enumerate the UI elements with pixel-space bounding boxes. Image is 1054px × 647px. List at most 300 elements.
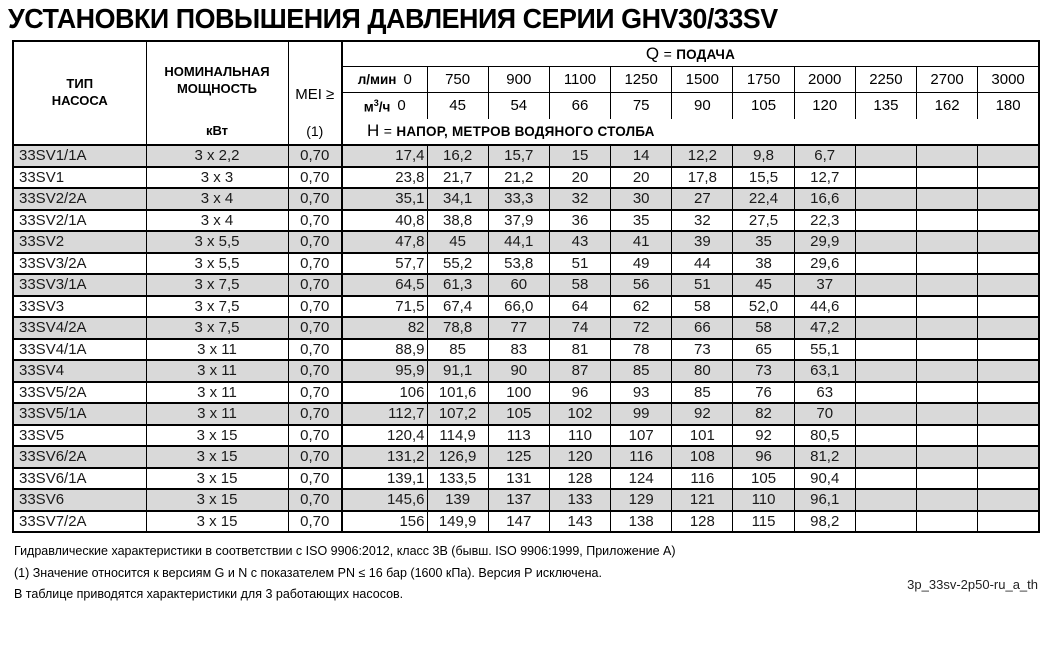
head-value-cell: [855, 339, 916, 361]
mei-cell: 0,70: [288, 339, 342, 361]
head-value-cell: 120,4: [342, 425, 427, 447]
document-code: 3p_33sv-2p50-ru_a_th: [907, 577, 1038, 592]
mei-cell: 0,70: [288, 489, 342, 511]
head-value-cell: 21,7: [427, 167, 488, 189]
power-cell: 3 x 5,5: [146, 253, 288, 275]
head-value-cell: 20: [549, 167, 610, 189]
q-equals: =: [663, 45, 672, 62]
mei-cell: 0,70: [288, 167, 342, 189]
head-value-cell: 37,9: [488, 210, 549, 232]
head-value-cell: 131,2: [342, 446, 427, 468]
mei-cell: 0,70: [288, 231, 342, 253]
table-row: [13, 274, 1039, 296]
head-value-cell: 92: [672, 403, 733, 425]
head-value-cell: 30: [611, 188, 672, 210]
head-value-cell: [855, 317, 916, 339]
mei-footnote-ref: (1): [306, 123, 324, 139]
head-value-cell: 70: [794, 403, 855, 425]
mei-cell: 0,70: [288, 274, 342, 296]
head-value-cell: 62: [611, 296, 672, 318]
head-value-cell: 15,5: [733, 167, 794, 189]
mei-label: MEI ≥: [295, 86, 335, 103]
head-value-cell: 133: [549, 489, 610, 511]
head-value-cell: 88,9: [342, 339, 427, 361]
head-value-cell: [917, 511, 978, 533]
head-value-cell: 71,5: [342, 296, 427, 318]
head-value-cell: 47,2: [794, 317, 855, 339]
head-value-cell: 20: [611, 167, 672, 189]
mei-cell: 0,70: [288, 317, 342, 339]
head-value-cell: [855, 296, 916, 318]
head-value-cell: 34,1: [427, 188, 488, 210]
head-value-cell: 56: [611, 274, 672, 296]
flow-m3h-value: 135: [855, 92, 916, 118]
table-row: [13, 167, 1039, 189]
power-column-header: [146, 41, 288, 145]
power-cell: 3 x 15: [146, 489, 288, 511]
head-value-cell: 83: [488, 339, 549, 361]
head-value-cell: [855, 360, 916, 382]
h-label: НАПОР, МЕТРОВ ВОДЯНОГО СТОЛБА: [396, 124, 655, 140]
head-value-cell: [917, 253, 978, 275]
head-value-cell: [978, 210, 1039, 232]
pump-performance-table: [12, 40, 1040, 533]
head-value-cell: [978, 317, 1039, 339]
head-value-cell: 105: [488, 403, 549, 425]
power-cell: 3 x 4: [146, 188, 288, 210]
head-value-cell: 139: [427, 489, 488, 511]
flow-lmin-value: 2700: [917, 66, 978, 92]
head-value-cell: 138: [611, 511, 672, 533]
head-value-cell: 12,7: [794, 167, 855, 189]
table-row: [13, 296, 1039, 318]
head-value-cell: 73: [733, 360, 794, 382]
head-value-cell: 23,8: [342, 167, 427, 189]
head-value-cell: [855, 253, 916, 275]
table-row: [13, 382, 1039, 404]
head-value-cell: 128: [672, 511, 733, 533]
head-value-cell: [855, 468, 916, 490]
pump-type-cell: 33SV4: [13, 360, 146, 382]
head-value-cell: 137: [488, 489, 549, 511]
pump-type-cell: 33SV7/2A: [13, 511, 146, 533]
head-value-cell: [978, 489, 1039, 511]
head-value-cell: [855, 210, 916, 232]
power-cell: 3 x 5,5: [146, 231, 288, 253]
head-value-cell: 99: [611, 403, 672, 425]
table-body: [13, 145, 1039, 532]
head-value-cell: 44,6: [794, 296, 855, 318]
power-unit-label: кВт: [205, 123, 229, 138]
head-value-cell: [978, 339, 1039, 361]
head-value-cell: [978, 382, 1039, 404]
table-row: [13, 231, 1039, 253]
pump-type-cell: 33SV2/2A: [13, 188, 146, 210]
head-value-cell: [855, 425, 916, 447]
head-value-cell: [978, 360, 1039, 382]
head-value-cell: 82: [342, 317, 427, 339]
flow-lmin-value: 2000: [794, 66, 855, 92]
lmin-unit-label: л/мин: [357, 71, 397, 87]
head-value-cell: 101: [672, 425, 733, 447]
head-value-cell: 105: [733, 468, 794, 490]
head-value-cell: 76: [733, 382, 794, 404]
mei-column-header: [288, 41, 342, 145]
head-value-cell: 64: [549, 296, 610, 318]
table-header: [13, 41, 1039, 145]
head-value-cell: 58: [549, 274, 610, 296]
head-value-cell: 114,9: [427, 425, 488, 447]
head-value-cell: [917, 188, 978, 210]
head-value-cell: [978, 446, 1039, 468]
head-value-cell: 64,5: [342, 274, 427, 296]
head-value-cell: 147: [488, 511, 549, 533]
table-row: [13, 317, 1039, 339]
mei-cell: 0,70: [288, 382, 342, 404]
pump-type-header-text: [14, 76, 146, 110]
table-row: [13, 403, 1039, 425]
flow-lmin-value: 1250: [611, 66, 672, 92]
head-value-cell: 121: [672, 489, 733, 511]
q-label: ПОДАЧА: [676, 46, 736, 62]
head-value-cell: [917, 468, 978, 490]
head-value-cell: [978, 167, 1039, 189]
head-value-cell: 156: [342, 511, 427, 533]
table-row: [13, 489, 1039, 511]
head-value-cell: 108: [672, 446, 733, 468]
head-value-cell: 45: [733, 274, 794, 296]
head-value-cell: [917, 425, 978, 447]
head-value-cell: 32: [672, 210, 733, 232]
head-value-cell: 106: [342, 382, 427, 404]
head-value-cell: [978, 145, 1039, 167]
head-value-cell: 52,0: [733, 296, 794, 318]
head-value-cell: 90: [488, 360, 549, 382]
power-line2: МОЩНОСТЬ: [176, 80, 258, 96]
head-value-cell: 27,5: [733, 210, 794, 232]
flow-lmin-value: 1100: [549, 66, 610, 92]
head-value-cell: 143: [549, 511, 610, 533]
head-value-cell: 65: [733, 339, 794, 361]
head-value-cell: 15: [549, 145, 610, 167]
head-value-cell: [855, 446, 916, 468]
mei-cell: 0,70: [288, 403, 342, 425]
head-value-cell: [978, 231, 1039, 253]
power-cell: 3 x 15: [146, 446, 288, 468]
mei-cell: 0,70: [288, 253, 342, 275]
head-value-cell: 92: [733, 425, 794, 447]
head-value-cell: 100: [488, 382, 549, 404]
head-value-cell: 67,4: [427, 296, 488, 318]
head-value-cell: 27: [672, 188, 733, 210]
pump-type-cell: 33SV6/2A: [13, 446, 146, 468]
flow-lmin-value: 1750: [733, 66, 794, 92]
head-value-cell: 124: [611, 468, 672, 490]
head-value-cell: 78: [611, 339, 672, 361]
flow-lmin-value: 2250: [855, 66, 916, 92]
head-value-cell: 35: [733, 231, 794, 253]
header-row-q: [13, 41, 1039, 66]
head-value-cell: 101,6: [427, 382, 488, 404]
head-value-cell: 21,2: [488, 167, 549, 189]
mei-cell: 0,70: [288, 210, 342, 232]
head-value-cell: 22,4: [733, 188, 794, 210]
q-symbol: Q: [645, 43, 660, 63]
head-value-cell: 57,7: [342, 253, 427, 275]
head-value-cell: 145,6: [342, 489, 427, 511]
pump-type-cell: 33SV3/1A: [13, 274, 146, 296]
head-value-cell: 85: [672, 382, 733, 404]
head-value-cell: 17,4: [342, 145, 427, 167]
table-row: [13, 145, 1039, 167]
head-value-cell: 38: [733, 253, 794, 275]
footnote-mei: (1) Значение относится к версиям G и N с показателем PN ≤ 16 бар (1600 кПа). Версия Р исключена.: [14, 565, 602, 580]
flow-m3h-value: 90: [672, 92, 733, 118]
head-value-cell: 126,9: [427, 446, 488, 468]
lmin-unit-cell: [342, 66, 427, 92]
head-value-cell: 95,9: [342, 360, 427, 382]
m3h-unit-label: $м^3/ч$: [363, 97, 391, 115]
head-value-cell: 81: [549, 339, 610, 361]
table-row: [13, 446, 1039, 468]
head-value-cell: [855, 167, 916, 189]
head-value-cell: 96: [549, 382, 610, 404]
pump-type-column-header: [13, 41, 146, 145]
flow-lmin-value: 900: [488, 66, 549, 92]
power-line1: НОМИНАЛЬНАЯ: [164, 64, 270, 79]
head-value-cell: 12,2: [672, 145, 733, 167]
pump-type-cell: 33SV4/1A: [13, 339, 146, 361]
mei-cell: 0,70: [288, 425, 342, 447]
power-cell: 3 x 11: [146, 360, 288, 382]
head-value-cell: 22,3: [794, 210, 855, 232]
head-value-cell: 110: [549, 425, 610, 447]
head-value-cell: [855, 274, 916, 296]
head-value-cell: 49: [611, 253, 672, 275]
head-value-cell: 36: [549, 210, 610, 232]
head-value-cell: 39: [672, 231, 733, 253]
head-value-cell: 73: [672, 339, 733, 361]
head-value-cell: 40,8: [342, 210, 427, 232]
power-cell: 3 x 7,5: [146, 274, 288, 296]
flow-group-header: [342, 41, 1039, 66]
power-cell: 3 x 4: [146, 210, 288, 232]
head-value-cell: 29,9: [794, 231, 855, 253]
head-value-cell: 58: [733, 317, 794, 339]
head-value-cell: 47,8: [342, 231, 427, 253]
mei-cell: 0,70: [288, 188, 342, 210]
head-value-cell: [917, 210, 978, 232]
head-value-cell: 131: [488, 468, 549, 490]
flow-m3h-value: 54: [488, 92, 549, 118]
head-value-cell: [978, 511, 1039, 533]
flow-m3h-value: 75: [611, 92, 672, 118]
head-value-cell: 63: [794, 382, 855, 404]
pump-type-cell: 33SV1/1A: [13, 145, 146, 167]
pump-type-cell: 33SV2/1A: [13, 210, 146, 232]
power-cell: 3 x 11: [146, 382, 288, 404]
head-value-cell: [917, 489, 978, 511]
power-cell: 3 x 15: [146, 511, 288, 533]
flow-m3h-value: 45: [427, 92, 488, 118]
head-value-cell: 90,4: [794, 468, 855, 490]
mei-cell: 0,70: [288, 296, 342, 318]
head-value-cell: [978, 274, 1039, 296]
h-symbol: Н: [367, 121, 380, 141]
head-value-cell: 110: [733, 489, 794, 511]
head-value-cell: 112,7: [342, 403, 427, 425]
head-value-cell: 55,1: [794, 339, 855, 361]
h-equals: =: [383, 123, 392, 140]
pump-type-cell: 33SV4/2A: [13, 317, 146, 339]
head-value-cell: [917, 403, 978, 425]
head-value-cell: 44: [672, 253, 733, 275]
head-value-cell: [855, 403, 916, 425]
flow-m3h-value: 180: [978, 92, 1039, 118]
head-value-cell: 102: [549, 403, 610, 425]
head-value-cell: 51: [672, 274, 733, 296]
head-value-cell: [917, 382, 978, 404]
power-cell: 3 x 15: [146, 425, 288, 447]
power-cell: 3 x 15: [146, 468, 288, 490]
head-value-cell: 77: [488, 317, 549, 339]
head-value-cell: 115: [733, 511, 794, 533]
mei-cell: 0,70: [288, 468, 342, 490]
head-value-cell: 85: [427, 339, 488, 361]
table-row: [13, 468, 1039, 490]
flow-lmin-value: 750: [427, 66, 488, 92]
footnote-pumps: В таблице приводятся характеристики для 3 работающих насосов.: [14, 587, 404, 601]
head-value-cell: 17,8: [672, 167, 733, 189]
head-value-cell: 14: [611, 145, 672, 167]
pump-type-cell: 33SV6: [13, 489, 146, 511]
head-value-cell: 16,2: [427, 145, 488, 167]
head-value-cell: 44,1: [488, 231, 549, 253]
head-value-cell: 80,5: [794, 425, 855, 447]
table-row: [13, 188, 1039, 210]
table-row: [13, 360, 1039, 382]
head-value-cell: [917, 231, 978, 253]
mei-cell: 0,70: [288, 446, 342, 468]
head-value-cell: 51: [549, 253, 610, 275]
power-cell: 3 x 7,5: [146, 317, 288, 339]
head-value-cell: 55,2: [427, 253, 488, 275]
head-value-cell: 41: [611, 231, 672, 253]
head-value-cell: 35: [611, 210, 672, 232]
head-value-cell: [978, 403, 1039, 425]
head-value-cell: 63,1: [794, 360, 855, 382]
head-value-cell: 66,0: [488, 296, 549, 318]
head-value-cell: 33,3: [488, 188, 549, 210]
head-value-cell: 81,2: [794, 446, 855, 468]
head-value-cell: 80: [672, 360, 733, 382]
flow-lmin-value: 1500: [672, 66, 733, 92]
head-value-cell: 29,6: [794, 253, 855, 275]
head-value-cell: [917, 317, 978, 339]
mei-cell: 0,70: [288, 360, 342, 382]
pump-type-cell: 33SV3/2A: [13, 253, 146, 275]
head-value-cell: [855, 511, 916, 533]
flow-m3h-value: 162: [917, 92, 978, 118]
power-header-text: [147, 64, 288, 98]
head-value-cell: 58: [672, 296, 733, 318]
head-value-cell: 96: [733, 446, 794, 468]
footnote-iso: Гидравлические характеристики в соответствии с ISO 9906:2012, класс 3В (бывш. ISO 9906:1999, Приложение А): [14, 544, 676, 558]
head-value-cell: [855, 188, 916, 210]
head-value-cell: [855, 489, 916, 511]
head-value-cell: 133,5: [427, 468, 488, 490]
head-value-cell: 72: [611, 317, 672, 339]
head-value-cell: 149,9: [427, 511, 488, 533]
table-row: [13, 253, 1039, 275]
head-value-cell: 45: [427, 231, 488, 253]
head-value-cell: 43: [549, 231, 610, 253]
head-value-cell: 38,8: [427, 210, 488, 232]
head-value-cell: 37: [794, 274, 855, 296]
head-value-cell: 61,3: [427, 274, 488, 296]
table-row: [13, 425, 1039, 447]
head-value-cell: [978, 296, 1039, 318]
head-value-cell: 74: [549, 317, 610, 339]
head-value-cell: 82: [733, 403, 794, 425]
head-value-cell: [855, 231, 916, 253]
head-value-cell: 60: [488, 274, 549, 296]
head-value-cell: [917, 446, 978, 468]
power-cell: 3 x 11: [146, 339, 288, 361]
head-value-cell: 35,1: [342, 188, 427, 210]
head-value-cell: 125: [488, 446, 549, 468]
mei-cell: 0,70: [288, 511, 342, 533]
head-group-header: [342, 119, 1039, 145]
head-value-cell: 9,8: [733, 145, 794, 167]
head-value-cell: 120: [549, 446, 610, 468]
head-value-cell: 93: [611, 382, 672, 404]
pump-type-cell: 33SV5: [13, 425, 146, 447]
pump-type-cell: 33SV6/1A: [13, 468, 146, 490]
head-value-cell: 53,8: [488, 253, 549, 275]
head-value-cell: [978, 253, 1039, 275]
head-value-cell: 116: [672, 468, 733, 490]
page-title: УСТАНОВКИ ПОВЫШЕНИЯ ДАВЛЕНИЯ СЕРИИ GHV30/33SV: [8, 3, 778, 34]
head-value-cell: [917, 360, 978, 382]
pump-type-line2: НАСОСА: [51, 93, 108, 108]
pump-type-line1: ТИП: [66, 76, 94, 92]
power-cell: 3 x 2,2: [146, 145, 288, 167]
head-value-cell: [917, 167, 978, 189]
flow-m3h-value: 66: [549, 92, 610, 118]
lmin-zero-value: 0: [403, 70, 412, 88]
head-value-cell: [855, 145, 916, 167]
head-value-cell: 139,1: [342, 468, 427, 490]
head-value-cell: [917, 339, 978, 361]
mei-cell: 0,70: [288, 145, 342, 167]
head-value-cell: 6,7: [794, 145, 855, 167]
m3h-unit-cell: [342, 92, 427, 118]
head-value-cell: 128: [549, 468, 610, 490]
head-value-cell: [855, 382, 916, 404]
head-value-cell: [978, 188, 1039, 210]
head-value-cell: 129: [611, 489, 672, 511]
head-value-cell: 87: [549, 360, 610, 382]
head-value-cell: 16,6: [794, 188, 855, 210]
table-row: [13, 210, 1039, 232]
power-cell: 3 x 7,5: [146, 296, 288, 318]
table-row: [13, 339, 1039, 361]
head-value-cell: [978, 468, 1039, 490]
head-value-cell: 107,2: [427, 403, 488, 425]
power-cell: 3 x 3: [146, 167, 288, 189]
pump-type-cell: 33SV3: [13, 296, 146, 318]
